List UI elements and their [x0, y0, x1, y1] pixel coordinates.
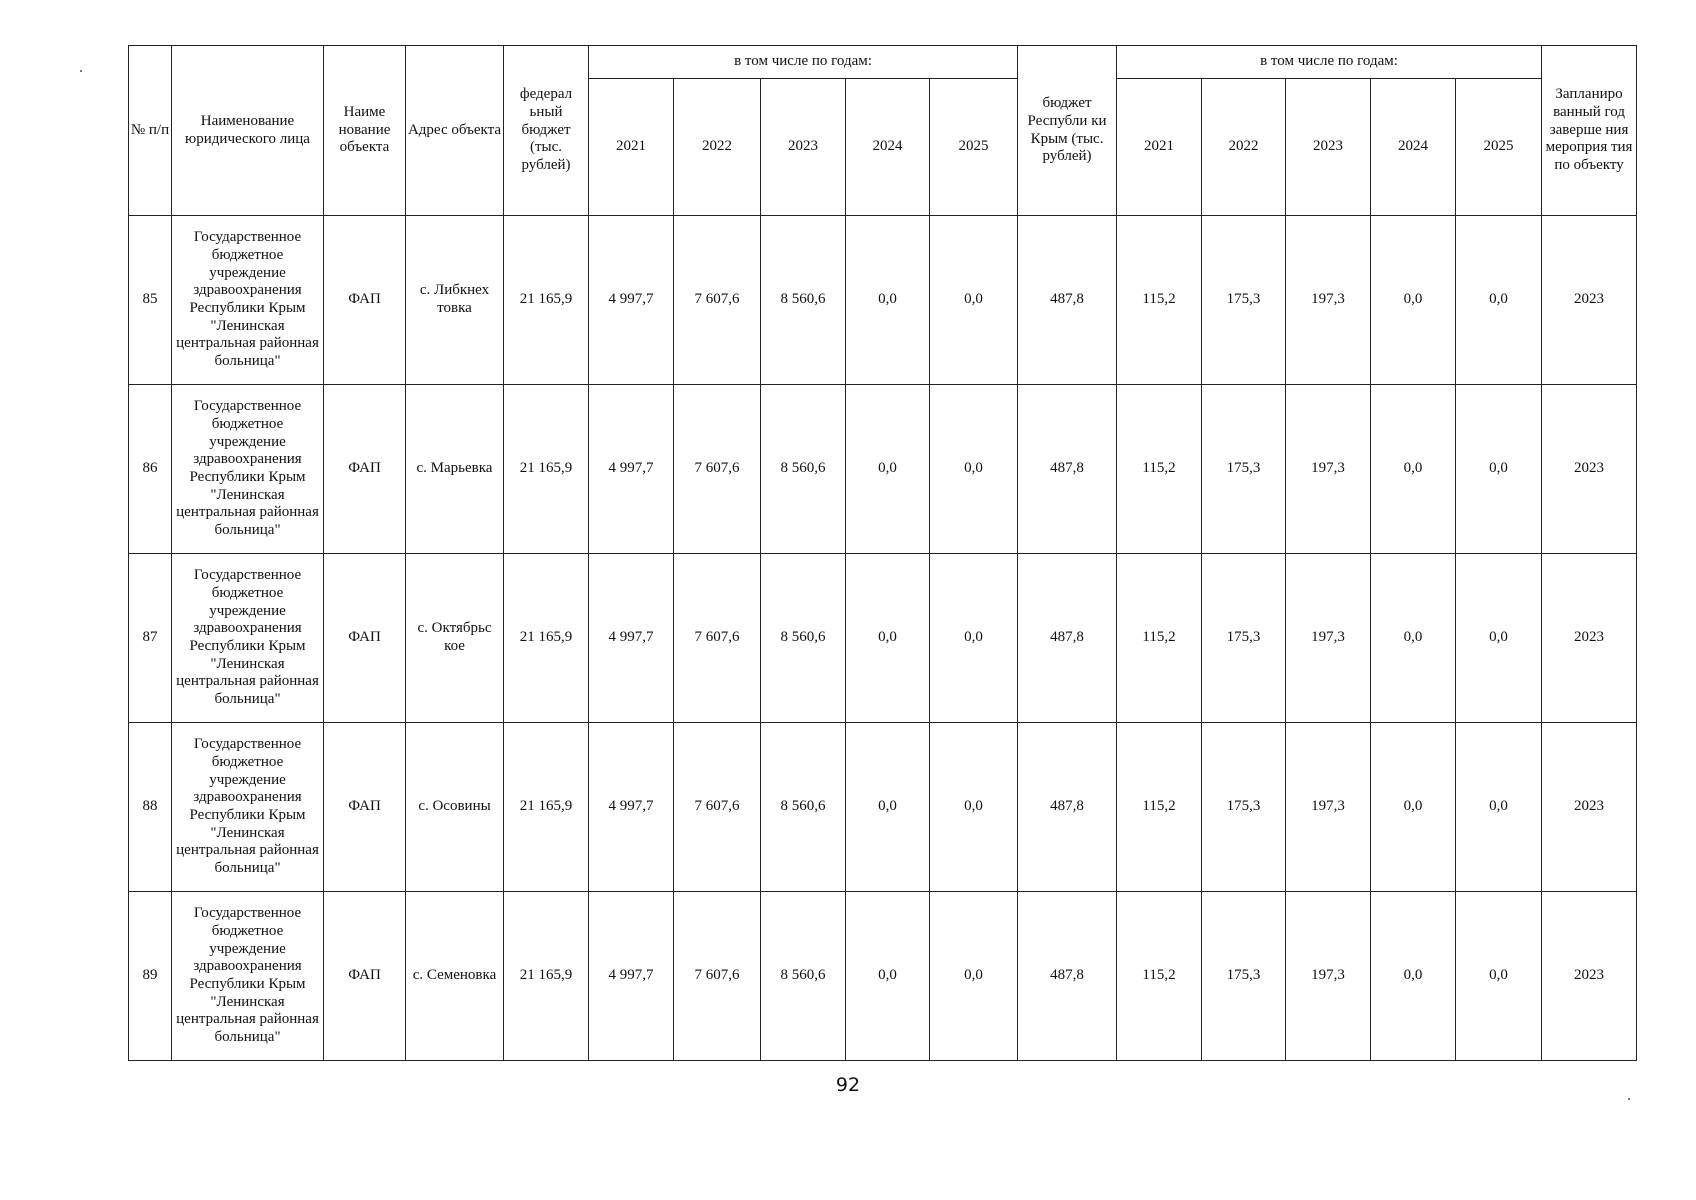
row-number: 89 [129, 892, 172, 1061]
table-row [129, 554, 1637, 723]
federal-2021: 4 997,7 [589, 385, 674, 554]
object-address: с. Октябрьс кое [406, 554, 504, 723]
row-number: 85 [129, 216, 172, 385]
header-federal-years-group: в том числе по годам: [589, 46, 1018, 79]
table-row [129, 723, 1637, 892]
regional-total: 487,8 [1018, 892, 1117, 1061]
federal-2023: 8 560,6 [761, 723, 846, 892]
regional-2024: 0,0 [1371, 723, 1456, 892]
federal-2025: 0,0 [930, 554, 1018, 723]
object-address: с. Марьевка [406, 385, 504, 554]
header-year: 2024 [1371, 79, 1456, 216]
regional-total: 487,8 [1018, 554, 1117, 723]
federal-total: 21 165,9 [504, 385, 589, 554]
planned-year: 2023 [1542, 554, 1637, 723]
federal-2024: 0,0 [846, 385, 930, 554]
planned-year: 2023 [1542, 385, 1637, 554]
header-planned-year: Запланиро ванный год заверше ния мероприя тия по объекту [1542, 46, 1637, 216]
federal-total: 21 165,9 [504, 723, 589, 892]
federal-2023: 8 560,6 [761, 216, 846, 385]
planned-year: 2023 [1542, 216, 1637, 385]
regional-2023: 197,3 [1286, 723, 1371, 892]
regional-2022: 175,3 [1202, 723, 1286, 892]
object-address: с. Либкнех товка [406, 216, 504, 385]
header-year: 2025 [1456, 79, 1542, 216]
regional-2024: 0,0 [1371, 216, 1456, 385]
organization-name: Государственное бюджетное учреждение здравоохранения Республики Крым "Ленинская центральная районная больница" [172, 385, 324, 554]
regional-total: 487,8 [1018, 385, 1117, 554]
federal-2024: 0,0 [846, 554, 930, 723]
object-address: с. Семеновка [406, 892, 504, 1061]
header-year: 2021 [589, 79, 674, 216]
federal-2021: 4 997,7 [589, 892, 674, 1061]
regional-2025: 0,0 [1456, 554, 1542, 723]
regional-2021: 115,2 [1117, 216, 1202, 385]
header-year: 2023 [761, 79, 846, 216]
regional-total: 487,8 [1018, 216, 1117, 385]
regional-2022: 175,3 [1202, 892, 1286, 1061]
regional-2025: 0,0 [1456, 723, 1542, 892]
federal-total: 21 165,9 [504, 554, 589, 723]
regional-2025: 0,0 [1456, 216, 1542, 385]
federal-2022: 7 607,6 [674, 385, 761, 554]
federal-2022: 7 607,6 [674, 216, 761, 385]
header-year: 2022 [1202, 79, 1286, 216]
header-year: 2023 [1286, 79, 1371, 216]
header-regional-years-group: в том числе по годам: [1117, 46, 1542, 79]
table-row [129, 216, 1637, 385]
regional-2021: 115,2 [1117, 385, 1202, 554]
planned-year: 2023 [1542, 723, 1637, 892]
object-name: ФАП [324, 554, 406, 723]
header-federal-budget: федерал ьный бюджет (тыс. рублей) [504, 46, 589, 216]
header-number: № п/п [129, 46, 172, 216]
federal-2022: 7 607,6 [674, 554, 761, 723]
scan-speck [80, 70, 82, 72]
regional-total: 487,8 [1018, 723, 1117, 892]
header-year: 2021 [1117, 79, 1202, 216]
regional-2021: 115,2 [1117, 723, 1202, 892]
federal-2025: 0,0 [930, 723, 1018, 892]
organization-name: Государственное бюджетное учреждение здравоохранения Республики Крым "Ленинская центральная районная больница" [172, 723, 324, 892]
regional-2023: 197,3 [1286, 892, 1371, 1061]
regional-2021: 115,2 [1117, 892, 1202, 1061]
federal-2021: 4 997,7 [589, 216, 674, 385]
federal-2025: 0,0 [930, 892, 1018, 1061]
planned-year: 2023 [1542, 892, 1637, 1061]
federal-2021: 4 997,7 [589, 554, 674, 723]
federal-2023: 8 560,6 [761, 554, 846, 723]
table-row [129, 385, 1637, 554]
row-number: 86 [129, 385, 172, 554]
organization-name: Государственное бюджетное учреждение здравоохранения Республики Крым "Ленинская центральная районная больница" [172, 892, 324, 1061]
federal-total: 21 165,9 [504, 216, 589, 385]
regional-2023: 197,3 [1286, 216, 1371, 385]
regional-2024: 0,0 [1371, 554, 1456, 723]
object-name: ФАП [324, 216, 406, 385]
regional-2023: 197,3 [1286, 554, 1371, 723]
table-row [129, 892, 1637, 1061]
federal-2022: 7 607,6 [674, 723, 761, 892]
regional-2022: 175,3 [1202, 216, 1286, 385]
federal-2025: 0,0 [930, 385, 1018, 554]
regional-2024: 0,0 [1371, 385, 1456, 554]
header-year: 2024 [846, 79, 930, 216]
object-name: ФАП [324, 892, 406, 1061]
organization-name: Государственное бюджетное учреждение здравоохранения Республики Крым "Ленинская центральная районная больница" [172, 554, 324, 723]
header-year: 2025 [930, 79, 1018, 216]
header-year: 2022 [674, 79, 761, 216]
federal-2022: 7 607,6 [674, 892, 761, 1061]
object-name: ФАП [324, 723, 406, 892]
scan-speck [1628, 1098, 1630, 1100]
federal-2021: 4 997,7 [589, 723, 674, 892]
header-regional-budget: бюджет Республи ки Крым (тыс. рублей) [1018, 46, 1117, 216]
object-name: ФАП [324, 385, 406, 554]
federal-2023: 8 560,6 [761, 892, 846, 1061]
federal-total: 21 165,9 [504, 892, 589, 1061]
federal-2024: 0,0 [846, 216, 930, 385]
regional-2022: 175,3 [1202, 385, 1286, 554]
regional-2021: 115,2 [1117, 554, 1202, 723]
regional-2023: 197,3 [1286, 385, 1371, 554]
funding-table [128, 45, 1637, 1061]
regional-2022: 175,3 [1202, 554, 1286, 723]
regional-2024: 0,0 [1371, 892, 1456, 1061]
row-number: 88 [129, 723, 172, 892]
header-organization: Наименование юридического лица [172, 46, 324, 216]
regional-2025: 0,0 [1456, 385, 1542, 554]
regional-2025: 0,0 [1456, 892, 1542, 1061]
row-number: 87 [129, 554, 172, 723]
federal-2024: 0,0 [846, 892, 930, 1061]
federal-2023: 8 560,6 [761, 385, 846, 554]
organization-name: Государственное бюджетное учреждение здравоохранения Республики Крым "Ленинская центральная районная больница" [172, 216, 324, 385]
federal-2024: 0,0 [846, 723, 930, 892]
federal-2025: 0,0 [930, 216, 1018, 385]
page-number: 92 [835, 1074, 861, 1096]
header-object: Наиме нование объекта [324, 46, 406, 216]
object-address: с. Осовины [406, 723, 504, 892]
header-address: Адрес объекта [406, 46, 504, 216]
